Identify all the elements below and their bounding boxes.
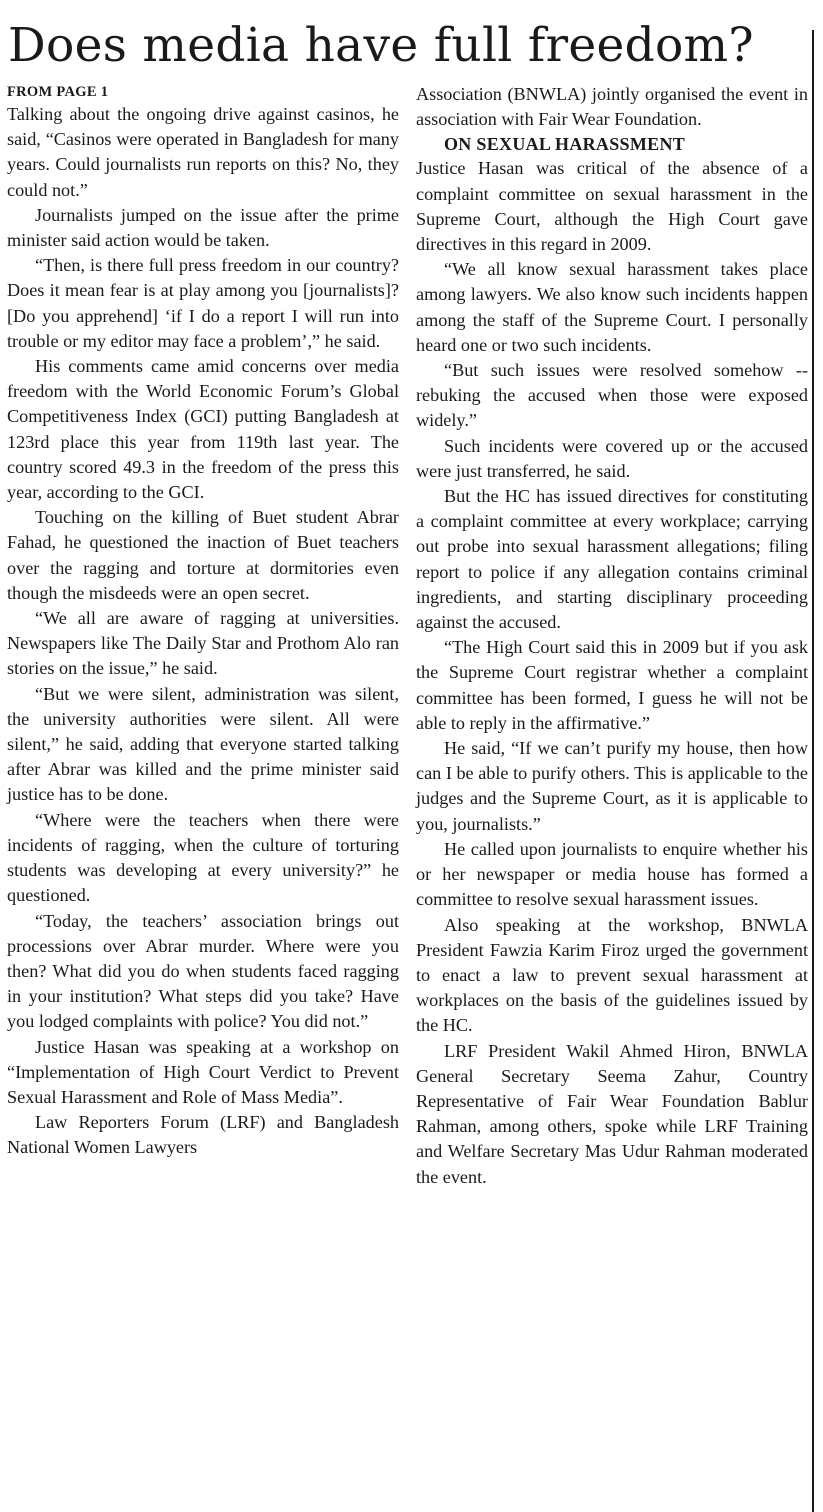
- paragraph: “But we were silent, administration was silent, the university authorities were silent. All were silent,” he said, adding that everyone started talking after Abrar was killed and the prime minister said justice has to be done.: [7, 683, 399, 805]
- paragraph: “We all know sexual harassment takes place among lawyers. We also know such incidents happen among the staff of the Supreme Court. I personally heard one or two such incidents.: [416, 259, 808, 355]
- paragraph: Justice Hasan was speaking at a workshop on “Implementation of High Court Verdict to Prevent Sexual Harassment and Role of Mass Media”.: [7, 1036, 399, 1107]
- paragraph: But the HC has issued directives for constituting a complaint committee at every workplace; carrying out probe into sexual harassment allegations; filing report to police if any allegation contains criminal ingredients, and starting disciplinary proceeding against the accused.: [416, 486, 808, 633]
- paragraph: His comments came amid concerns over media freedom with the World Economic Forum’s Global Competitiveness Index (GCI) putting Bangladesh at 123rd place this year from 119th last year. The country scored 49.3 in the freedom of the press this year, according to the GCI.: [7, 356, 399, 503]
- paragraph: “The High Court said this in 2009 but if you ask the Supreme Court registrar whether a complaint committee has been formed, I guess he will not be able to reply in the affirmative.”: [416, 637, 808, 733]
- paragraph: LRF President Wakil Ahmed Hiron, BNWLA General Secretary Seema Zahur, Country Representative of Fair Wear Foundation Bablur Rahman, among others, spoke while LRF Training and Welfare Secretary Mas Udur Rahman moderated the event.: [416, 1040, 808, 1187]
- headline: Does media have full freedom?: [8, 18, 754, 73]
- paragraph: He said, “If we can’t purify my house, then how can I be able to purify others. This is applicable to the judges and the Supreme Court, as it is applicable to you, journalists.”: [416, 738, 808, 834]
- paragraph: Justice Hasan was critical of the absence of a complaint committee on sexual harassment in the Supreme Court, although the High Court gave directives in this regard in 2009.: [416, 158, 808, 255]
- paragraph: Also speaking at the workshop, BNWLA President Fawzia Karim Firoz urged the government to enact a law to prevent sexual harassment at workplaces on the basis of the guidelines issued by the HC.: [416, 914, 808, 1036]
- article-column-right: [416, 82, 808, 1190]
- paragraph: Law Reporters Forum (LRF) and Bangladesh National Women Lawyers: [7, 1112, 399, 1158]
- paragraph: Such incidents were covered up or the accused were just transferred, he said.: [416, 435, 808, 481]
- paragraph: “But such issues were resolved somehow -- rebuking the accused when those were exposed widely.”: [416, 360, 808, 431]
- article-column-left: [7, 82, 399, 1161]
- paragraph: Journalists jumped on the issue after the prime minister said action would be taken.: [7, 204, 399, 251]
- paragraph: “Then, is there full press freedom in our country? Does it mean fear is at play among you [journalists]? [Do you apprehend] ‘if I do a report I will run into trouble or my editor may face a problem’,” he said.: [7, 255, 399, 351]
- paragraph: Talking about the ongoing drive against casinos, he said, “Casinos were operated in Bangladesh for many years. Could journalists run reports on this? No, they could not.”: [7, 104, 399, 200]
- jump-kicker: FROM PAGE 1: [7, 84, 109, 100]
- section-subhead: ON SEXUAL HARASSMENT: [444, 134, 686, 155]
- paragraph: “We all are aware of ragging at universities. Newspapers like The Daily Star and Prothom Alo ran stories on the issue,” he said.: [7, 608, 399, 679]
- paragraph-continued: Association (BNWLA) jointly organised the event in association with Fair Wear Foundation.: [416, 84, 808, 130]
- paragraph: Touching on the killing of Buet student Abrar Fahad, he questioned the inaction of Buet teachers over the ragging and torture at dormitories even though the misdeeds were an open secret.: [7, 507, 399, 603]
- column-rule: [812, 30, 814, 1512]
- paragraph: He called upon journalists to enquire whether his or her newspaper or media house has formed a committee to resolve sexual harassment issues.: [416, 838, 808, 910]
- paragraph: “Today, the teachers’ association brings out processions over Abrar murder. Where were you then? What did you do when students faced ragging in your institution? What steps did you take? Have you lodged complaints with police? You did not.”: [7, 910, 399, 1032]
- paragraph: “Where were the teachers when there were incidents of ragging, when the culture of torturing students was developing at every university?” he questioned.: [7, 809, 399, 906]
